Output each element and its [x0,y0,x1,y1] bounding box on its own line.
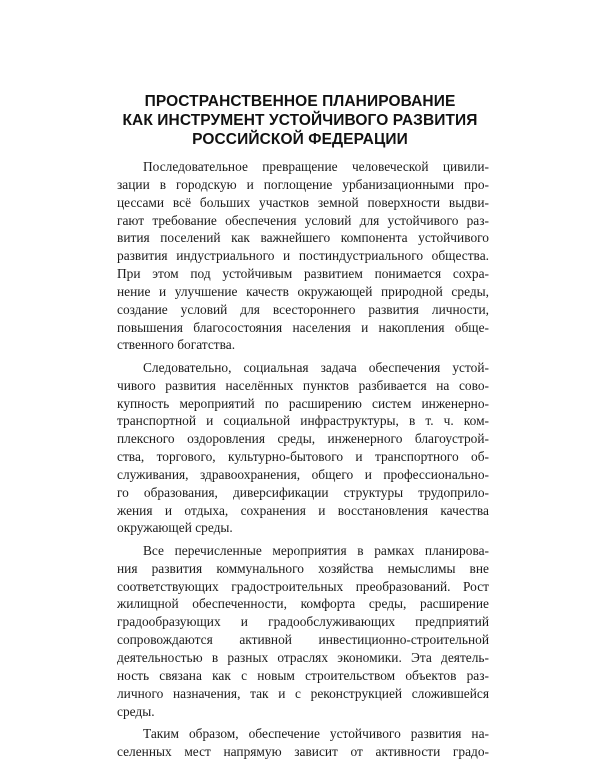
text-line: нение и улучшение качеств окружающей природной среды, [117,283,489,299]
text-line: гают требование обеспечения условий для устойчивого раз- [117,212,489,228]
body-text [117,158,489,765]
text-line: деятельностью в разных отраслях экономики. Эта деятель- [117,649,489,665]
text-line: селенных мест напрямую зависит от активности градо- [117,743,489,759]
paragraph [117,158,489,354]
text-line: соответствующих градостроительных преобразований. Рост [117,578,489,594]
text-line: развития индустриального и постиндустриального общества. [117,248,489,264]
text-line: служивания, здравоохранения, общего и профессионально- [117,466,489,482]
text-line: среды. [117,703,155,719]
text-line: цессами всё больших участков земной поверхности выдви- [117,194,489,210]
text-line: ния развития коммунального хозяйства немыслимы вне [117,560,489,576]
text-line: создание условий для всестороннего развития личности, [117,301,489,317]
text-line: чивого развития населённых пунктов разбивается на сово- [117,377,489,393]
text-line: повышения благосостояния населения и накопления обще- [117,319,489,335]
text-line: плексного оздоровления среды, инженерного благоустрой- [117,431,489,447]
text-line: вития поселений как важнейшего компонента устойчивого [117,230,489,246]
title-line: КАК ИНСТРУМЕНТ УСТОЙЧИВОГО РАЗВИТИЯ [122,112,478,129]
title-line: РОССИЙСКОЙ ФЕДЕРАЦИИ [192,131,408,148]
text-line: ства, торгового, культурно-бытового и транспортного об- [117,449,489,465]
text-line: транспортной и социальной инфраструктуры, в т. ч. ком- [117,413,489,429]
text-line: Все перечисленные мероприятия в рамках планирова- [143,542,489,558]
text-line: го образования, диверсификации структуры трудоприло- [117,484,489,500]
text-line: жилищной обеспеченности, комфорта среды, расширение [117,596,489,612]
text-line: Таким образом, обеспечение устойчивого развития на- [143,725,489,741]
page-title [60,92,540,149]
text-line: При этом под устойчивым развитием понимается сохра- [117,266,489,282]
text-line: зации в городскую и поглощение урбанизационными про- [117,176,489,192]
text-line: Последовательное превращение человеческой цивили- [143,159,489,174]
text-line: окружающей среды. [117,520,233,536]
paragraph [117,542,489,720]
paragraph [117,725,489,761]
text-line: сопровождаются активной инвестиционно-строительной [117,632,489,648]
paragraph [117,359,489,537]
text-line: жения и отдыха, сохранения и восстановления качества [117,502,489,518]
text-line: ность связана как с новым строительством объектов раз- [117,667,489,683]
title-line: ПРОСТРАНСТВЕННОЕ ПЛАНИРОВАНИЕ [144,93,456,110]
text-line: ственного богатства. [117,337,236,353]
text-line: градообразующих и градообслуживающих предприятий [117,614,489,630]
text-line: Следовательно, социальная задача обеспечения устой- [143,359,489,375]
text-line: купность мероприятий по расширению систем инженерно- [117,395,489,411]
text-line: личного назначения, так и с реконструкцией сложившейся [117,685,489,701]
